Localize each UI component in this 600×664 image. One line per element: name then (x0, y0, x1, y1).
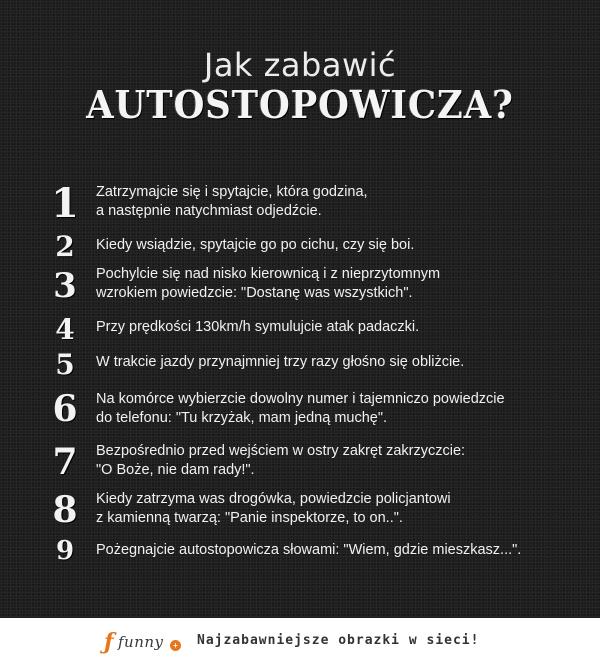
logo-text: funny (118, 633, 164, 651)
item-number: 5 (55, 348, 75, 381)
item-text: Pożegnajcie autostopowicza słowami: "Wiem, gdzie mieszkasz...". (96, 542, 522, 558)
item-number: 3 (53, 266, 77, 306)
logo-dot-icon: + (170, 640, 181, 651)
site-logo[interactable] (104, 628, 184, 656)
item-text: Zatrzymajcie się i spytajcie, która godzina, a następnie natychmiast odjedźcie. (96, 184, 368, 219)
item-text: Kiedy zatrzyma was drogówka, powiedzcie policjantowi z kamienną twarzą: "Panie inspektorze, to on..". (96, 491, 451, 526)
item-number: 1 (51, 180, 79, 227)
item-text: Bezpośrednio przed wejściem w ostry zakręt zakrzyczcie: "O Boże, nie dam rady!". (96, 443, 466, 478)
item-text: Na komórce wybierzcie dowolny numer i tajemniczo powiedzcie do telefonu: "Tu krzyżak, mam jedną muchę". (96, 391, 505, 426)
site-tagline: Najzabawniejsze obrazki w sieci! (197, 633, 480, 648)
title-line-2: AUTOSTOPOWICZA? (86, 82, 514, 127)
item-text: W trakcie jazdy przynajmniej trzy razy głośno się obliżcie. (96, 354, 465, 370)
item-number: 2 (55, 230, 75, 263)
item-number: 9 (55, 536, 75, 566)
item-number: 6 (52, 388, 78, 430)
item-number: 8 (52, 489, 78, 531)
footer-bar (0, 618, 600, 664)
item-number: 4 (55, 313, 75, 346)
item-text: Pochylcie się nad nisko kierownicą i z nieprzytomnym wzrokiem powiedzcie: "Dostanę was wszystkich". (96, 266, 441, 301)
title-line-1: Jak zabawić (203, 46, 397, 84)
item-number: 7 (52, 441, 78, 483)
logo-swirl-icon: ƒ (104, 629, 114, 655)
item-text: Kiedy wsiądzie, spytajcie go po cichu, czy się boi. (96, 237, 415, 253)
item-text: Przy prędkości 130km/h symulujcie atak padaczki. (96, 319, 420, 335)
